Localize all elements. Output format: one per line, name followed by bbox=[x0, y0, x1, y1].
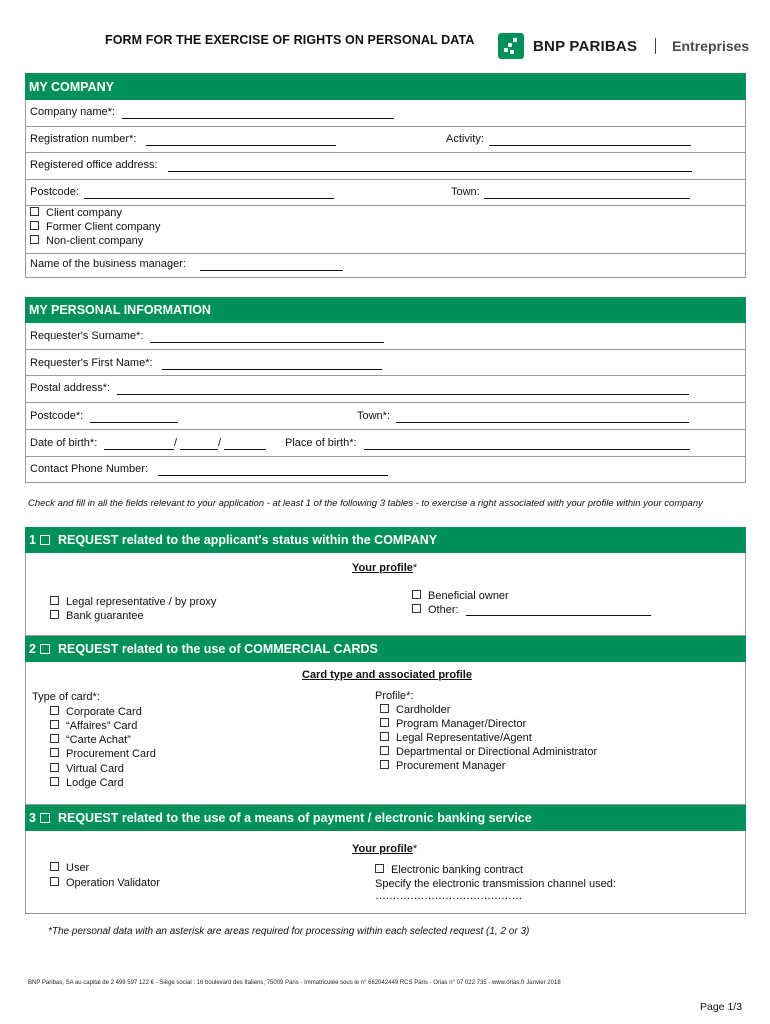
postcode-label: Postcode: bbox=[30, 186, 79, 198]
carte-achat-option[interactable]: “Carte Achat” bbox=[50, 734, 131, 746]
surname-label: Requester's Surname*: bbox=[30, 330, 144, 342]
checkbox-icon bbox=[50, 862, 59, 871]
activity-label: Activity: bbox=[446, 133, 484, 145]
legal-footer: BNP Paribas, SA au capital de 2 499 597 122 € - Siège social : 16 boulevard des Italiens, 75009 Paris - Immatriculée sous le n° 662042449 RCS Paris - Orias n° 07 022 735 - www.orias.fr Janvier 2018 bbox=[28, 980, 561, 986]
dob-day-field[interactable] bbox=[104, 449, 174, 450]
company-name-field[interactable] bbox=[122, 118, 394, 119]
instructions-text: Check and fill in all the fields relevant to your application - at least 1 of the following 3 tables - to exercise a right associated with your profile within your company bbox=[28, 498, 703, 509]
first-name-row bbox=[26, 349, 745, 376]
other-option[interactable]: Other: bbox=[412, 604, 459, 616]
brand-subtitle: Entreprises bbox=[672, 38, 750, 54]
personal-town-field[interactable] bbox=[396, 422, 689, 423]
checkbox-icon bbox=[380, 746, 389, 755]
personal-town-label: Town*: bbox=[357, 410, 391, 422]
affaires-card-option[interactable]: “Affaires” Card bbox=[50, 720, 137, 732]
registered-office-field[interactable] bbox=[168, 171, 692, 172]
user-option[interactable]: User bbox=[50, 862, 89, 874]
request3-checkbox[interactable] bbox=[40, 813, 50, 823]
checkbox-icon bbox=[50, 734, 59, 743]
request3-body bbox=[25, 831, 746, 914]
business-manager-field[interactable] bbox=[200, 270, 343, 271]
postal-address-field[interactable] bbox=[117, 394, 689, 395]
legal-representative-agent-option[interactable]: Legal Representative/Agent bbox=[380, 732, 532, 744]
cardholder-option[interactable]: Cardholder bbox=[380, 704, 450, 716]
postal-address-row bbox=[26, 375, 745, 403]
client-company-option[interactable]: Client company bbox=[30, 207, 122, 219]
personal-postcode-label: Postcode*: bbox=[30, 410, 84, 422]
phone-field[interactable] bbox=[158, 475, 388, 476]
company-section-header bbox=[25, 73, 746, 100]
activity-field[interactable] bbox=[489, 145, 691, 146]
checkbox-icon bbox=[380, 718, 389, 727]
first-name-field[interactable] bbox=[162, 369, 382, 370]
page-number: Page 1/3 bbox=[700, 1001, 743, 1013]
postcode-field[interactable] bbox=[84, 198, 334, 199]
procurement-manager-option[interactable]: Procurement Manager bbox=[380, 760, 505, 772]
checkbox-icon bbox=[50, 610, 59, 619]
request1-body bbox=[25, 553, 746, 636]
request2-heading: REQUEST related to the use of COMMERCIAL CARDS bbox=[57, 642, 378, 656]
corporate-card-option[interactable]: Corporate Card bbox=[50, 706, 142, 718]
program-manager-option[interactable]: Program Manager/Director bbox=[380, 718, 526, 730]
checkbox-icon bbox=[30, 235, 39, 244]
card-type-label: Type of card*: bbox=[32, 691, 100, 703]
company-name-label: Company name*: bbox=[30, 106, 115, 118]
postal-address-label: Postal address*: bbox=[30, 382, 111, 394]
request1-number: 1 bbox=[29, 533, 36, 547]
registration-number-label: Registration number*: bbox=[30, 133, 137, 145]
checkbox-icon bbox=[50, 596, 59, 605]
footnote: *The personal data with an asterisk are areas required for processing within each selected request (1, 2 or 3) bbox=[48, 926, 530, 937]
request1-checkbox[interactable] bbox=[40, 535, 50, 545]
registration-number-field[interactable] bbox=[146, 145, 336, 146]
request3-heading: REQUEST related to the use of a means of payment / electronic banking service bbox=[57, 811, 532, 825]
company-section bbox=[25, 100, 746, 278]
brand-divider bbox=[655, 38, 656, 54]
phone-row bbox=[26, 456, 745, 483]
surname-row bbox=[26, 323, 745, 349]
town-field[interactable] bbox=[484, 198, 690, 199]
request1-subheading: Your profile* bbox=[352, 562, 418, 574]
virtual-card-option[interactable]: Virtual Card bbox=[50, 763, 124, 775]
place-of-birth-field[interactable] bbox=[364, 449, 690, 450]
request1-header bbox=[25, 527, 746, 553]
brand-logo bbox=[498, 31, 749, 61]
checkbox-icon bbox=[50, 748, 59, 757]
dob-year-field[interactable] bbox=[224, 449, 266, 450]
checkbox-icon bbox=[50, 877, 59, 886]
dob-separator: / bbox=[218, 437, 222, 449]
non-client-option[interactable]: Non-client company bbox=[30, 235, 143, 247]
bnp-stars-icon bbox=[498, 33, 524, 59]
checkbox-icon bbox=[50, 763, 59, 772]
client-status-row bbox=[26, 205, 745, 254]
personal-heading: MY PERSONAL INFORMATION bbox=[29, 303, 211, 317]
personal-postcode-row bbox=[26, 402, 745, 430]
personal-section-header bbox=[25, 297, 746, 323]
bank-guarantee-option[interactable]: Bank guarantee bbox=[50, 610, 144, 622]
request2-number: 2 bbox=[29, 642, 36, 656]
request3-header bbox=[25, 805, 746, 831]
dob-month-field[interactable] bbox=[180, 449, 218, 450]
checkbox-icon bbox=[375, 864, 384, 873]
checkbox-icon bbox=[30, 221, 39, 230]
checkbox-icon bbox=[50, 777, 59, 786]
registration-row bbox=[26, 126, 745, 153]
surname-field[interactable] bbox=[150, 342, 384, 343]
first-name-label: Requester's First Name*: bbox=[30, 357, 153, 369]
channel-label: Specify the electronic transmission channel used: bbox=[375, 878, 616, 890]
office-row bbox=[26, 152, 745, 180]
checkbox-icon bbox=[380, 704, 389, 713]
business-manager-row bbox=[26, 253, 745, 278]
request1-heading: REQUEST related to the applicant's status within the COMPANY bbox=[57, 533, 438, 547]
lodge-card-option[interactable]: Lodge Card bbox=[50, 777, 124, 789]
administrator-option[interactable]: Departmental or Directional Administrator bbox=[380, 746, 597, 758]
business-manager-label: Name of the business manager: bbox=[30, 258, 186, 270]
personal-postcode-field[interactable] bbox=[90, 422, 178, 423]
company-postcode-row bbox=[26, 179, 745, 206]
dob-label: Date of birth*: bbox=[30, 437, 98, 449]
former-client-option[interactable]: Former Client company bbox=[30, 221, 160, 233]
town-label: Town: bbox=[451, 186, 480, 198]
checkbox-icon bbox=[380, 760, 389, 769]
brand-name: BNP PARIBAS bbox=[533, 37, 638, 55]
registered-office-label: Registered office address: bbox=[30, 159, 158, 171]
other-field[interactable] bbox=[466, 615, 651, 616]
checkbox-icon bbox=[50, 720, 59, 729]
checkbox-icon bbox=[50, 706, 59, 715]
document-title: FORM FOR THE EXERCISE OF RIGHTS ON PERSONAL DATA bbox=[105, 33, 475, 47]
checkbox-icon bbox=[412, 590, 421, 599]
company-name-row bbox=[26, 100, 745, 126]
request3-subheading: Your profile* bbox=[352, 843, 418, 855]
operation-validator-option[interactable]: Operation Validator bbox=[50, 877, 160, 889]
phone-label: Contact Phone Number: bbox=[30, 463, 149, 475]
procurement-card-option[interactable]: Procurement Card bbox=[50, 748, 156, 760]
personal-section bbox=[25, 323, 746, 483]
legal-representative-option[interactable]: Legal representative / by proxy bbox=[50, 596, 216, 608]
place-of-birth-label: Place of birth*: bbox=[285, 437, 357, 449]
checkbox-icon bbox=[380, 732, 389, 741]
profile-label: Profile*: bbox=[375, 690, 414, 702]
checkbox-icon bbox=[30, 207, 39, 216]
request3-number: 3 bbox=[29, 811, 36, 825]
electronic-banking-option[interactable]: Electronic banking contract bbox=[375, 864, 523, 876]
request2-header bbox=[25, 636, 746, 662]
request2-body bbox=[25, 662, 746, 805]
channel-field[interactable]: …………………………………… bbox=[375, 890, 522, 902]
request2-subheading: Card type and associated profile bbox=[302, 669, 472, 681]
checkbox-icon bbox=[412, 604, 421, 613]
company-heading: MY COMPANY bbox=[29, 79, 114, 94]
dob-separator: / bbox=[174, 437, 178, 449]
request2-checkbox[interactable] bbox=[40, 644, 50, 654]
birth-row bbox=[26, 429, 745, 457]
beneficial-owner-option[interactable]: Beneficial owner bbox=[412, 590, 509, 602]
